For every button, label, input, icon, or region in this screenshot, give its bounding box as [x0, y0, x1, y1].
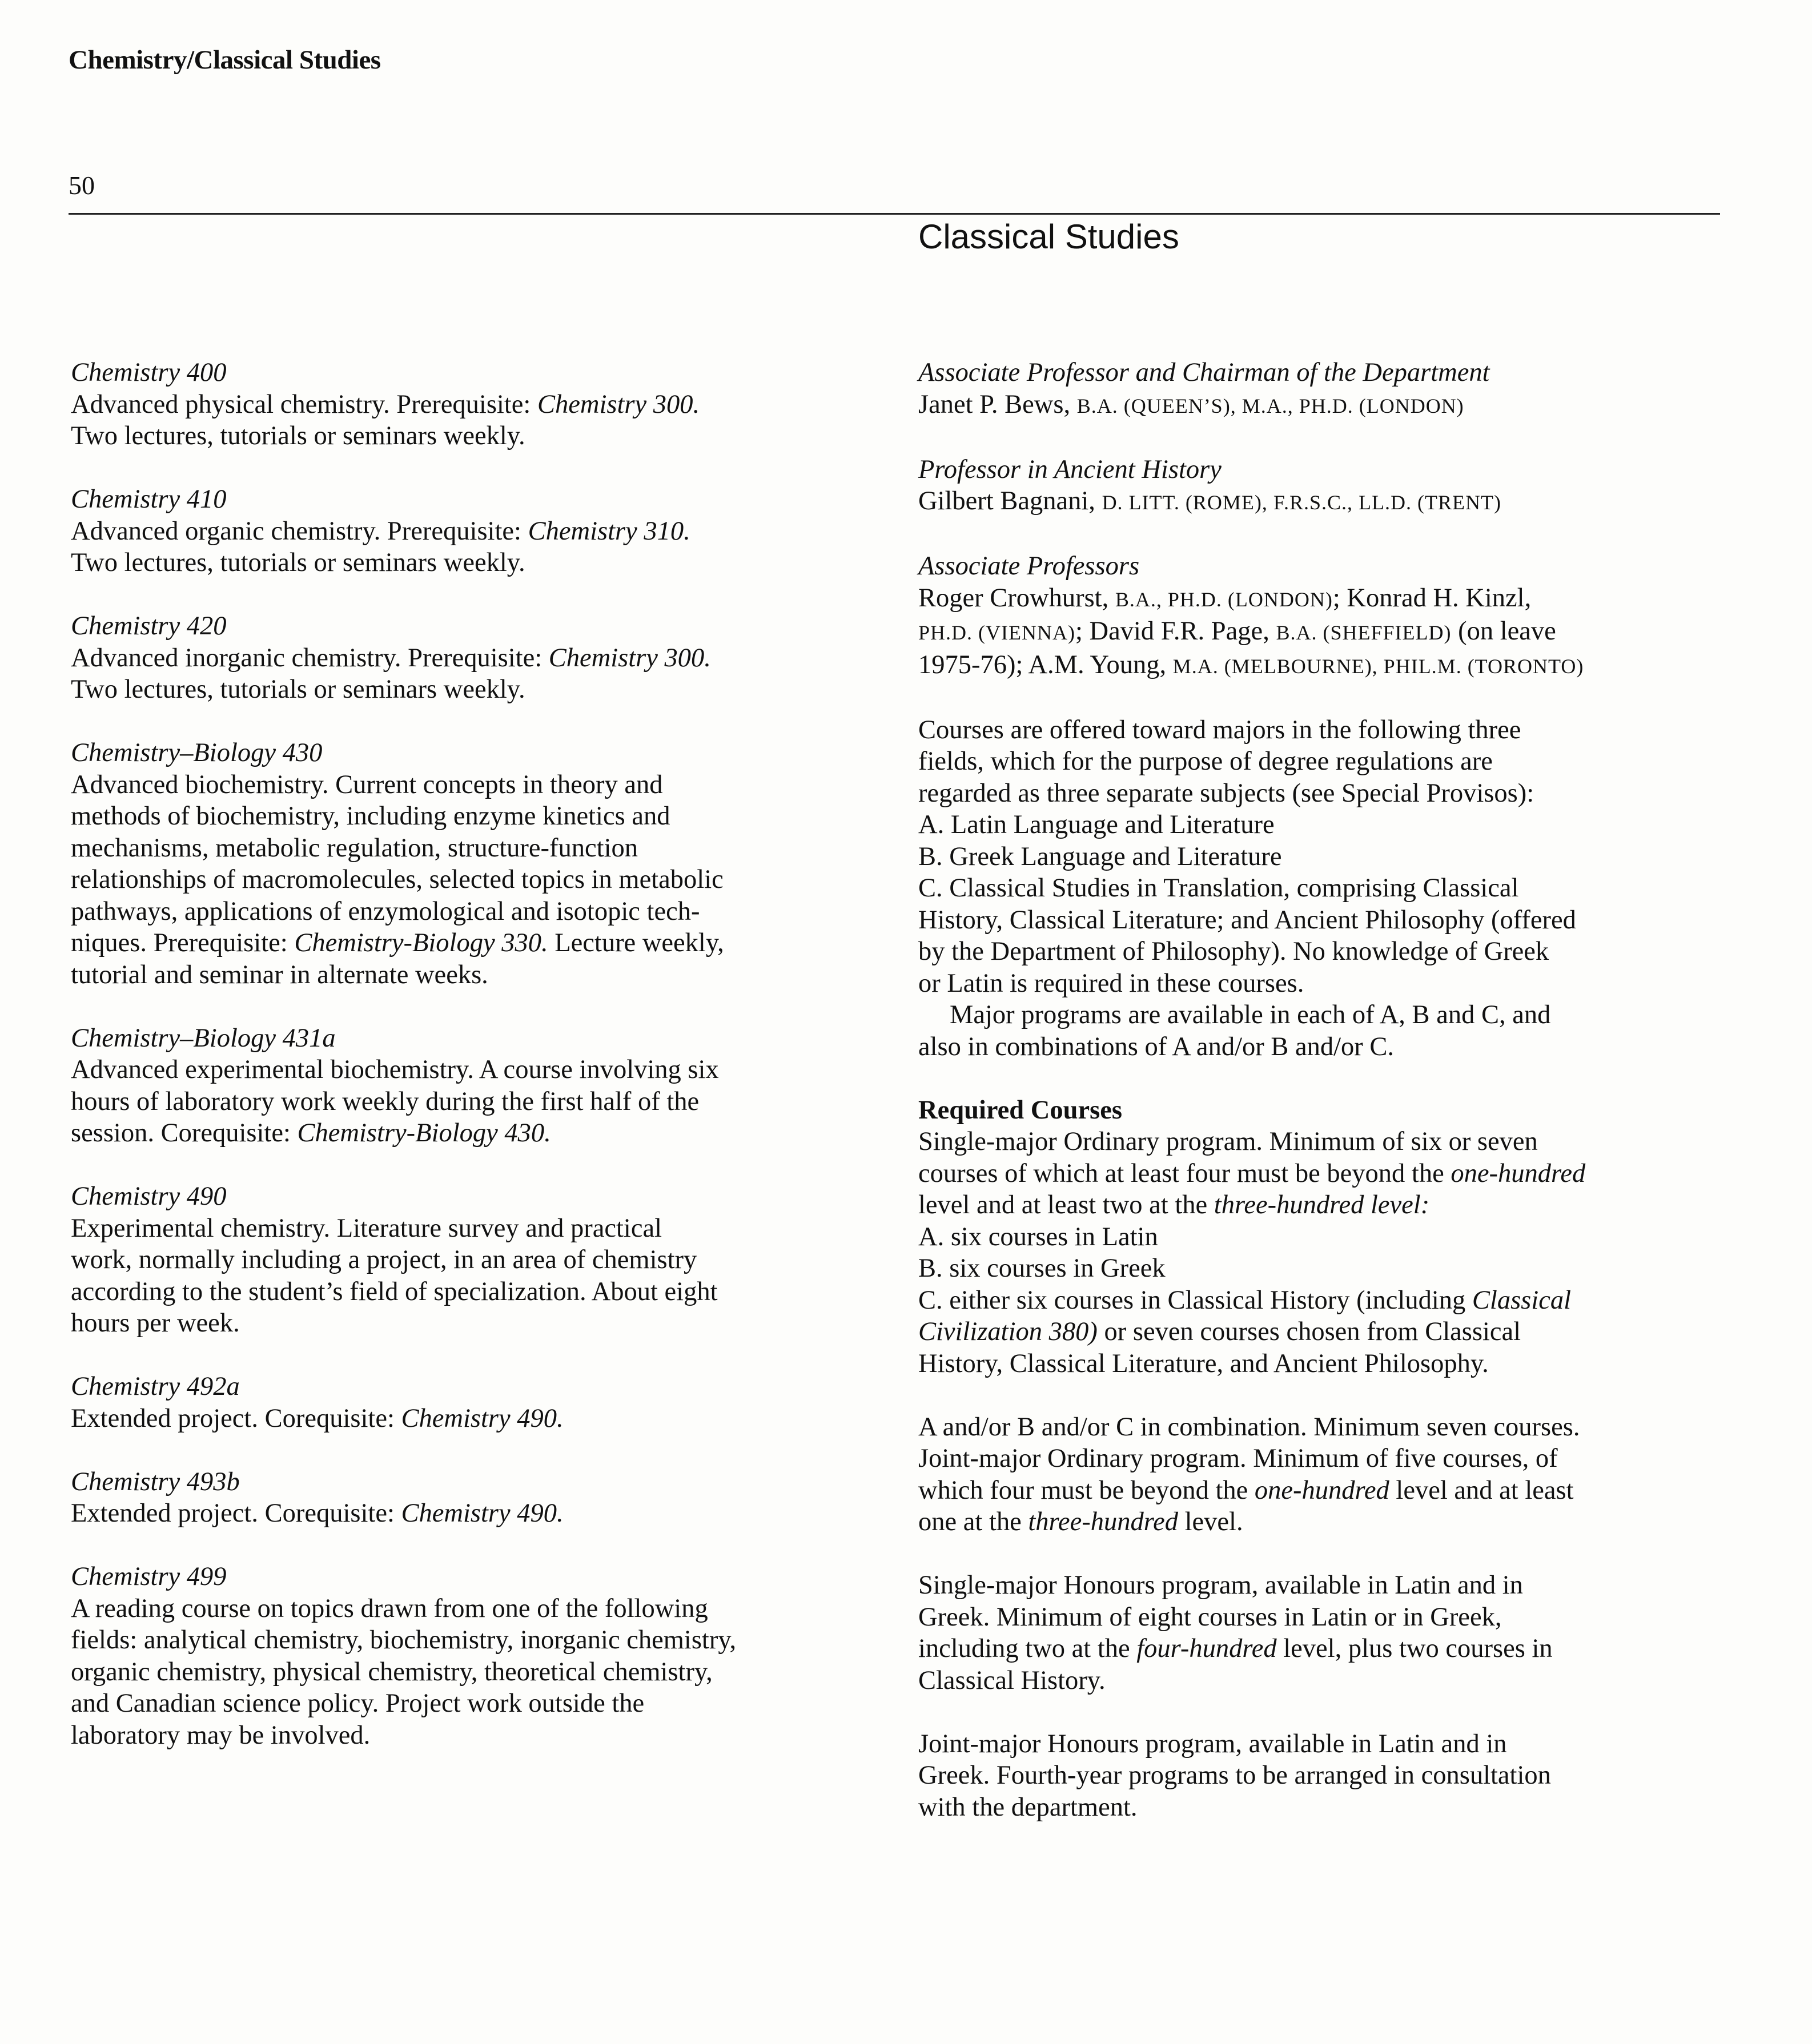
- text-run: ; Konrad H. Kinzl,: [1332, 583, 1532, 613]
- text-run: one-hundred: [1254, 1475, 1389, 1505]
- text-run: Advanced organic chemistry. Prerequisite:: [71, 516, 528, 546]
- faculty-entry: [918, 357, 1723, 422]
- text-run: fields: analytical chemistry, biochemistry, inorganic chemistry,: [71, 1625, 737, 1655]
- text-line: [71, 1276, 870, 1308]
- text-run: A and/or B and/or C in combination. Minimum seven courses.: [918, 1412, 1580, 1442]
- text-run: Chemistry 490.: [401, 1499, 564, 1528]
- page-number: 50: [69, 171, 95, 200]
- text-run: regarded as three separate subjects (see Special Provisos):: [918, 778, 1534, 808]
- text-line: [71, 1307, 870, 1339]
- text-line: [918, 389, 1723, 423]
- text-run: Joint-major Ordinary program. Minimum of five courses, of: [918, 1444, 1558, 1473]
- text-run: PH.D. (VIENNA): [918, 621, 1075, 644]
- text-line: [918, 1728, 1723, 1760]
- text-line: [71, 547, 870, 579]
- text-line: [71, 1117, 870, 1149]
- text-line: [918, 1221, 1723, 1253]
- text-line: [71, 800, 870, 832]
- text-run: Two lectures, tutorials or seminars weekly.: [71, 421, 525, 450]
- text-line: [918, 936, 1723, 968]
- course-title: Chemistry 420: [71, 611, 227, 641]
- text-line: [918, 1285, 1723, 1317]
- text-run: (on leave: [1451, 617, 1556, 646]
- text-run: hours of laboratory work weekly during the first half of the: [71, 1087, 700, 1116]
- text-line: [71, 389, 870, 421]
- text-run: Extended project. Corequisite:: [71, 1499, 401, 1528]
- text-run: Janet P. Bews,: [918, 389, 1077, 419]
- text-line: [918, 999, 1723, 1031]
- text-run: one at the: [918, 1507, 1028, 1536]
- text-line: [918, 485, 1723, 519]
- text-run: ; David F.R. Page,: [1075, 617, 1276, 646]
- course-entry: [71, 1181, 870, 1339]
- text-line: [71, 1593, 870, 1625]
- text-line: [71, 1213, 870, 1245]
- text-line: [918, 1665, 1723, 1697]
- text-run: A. Latin Language and Literature: [918, 810, 1275, 839]
- course-title: Chemistry–Biology 430: [71, 738, 323, 767]
- text-line: [71, 1498, 870, 1530]
- text-line: [918, 872, 1723, 904]
- text-run: Joint-major Honours program, available in Latin and in: [918, 1729, 1507, 1759]
- text-line: [918, 1570, 1723, 1602]
- text-line: [71, 1656, 870, 1688]
- text-run: Greek. Fourth-year programs to be arranged in consultation: [918, 1761, 1551, 1790]
- course-title: Chemistry 499: [71, 1562, 227, 1591]
- text-run: History, Classical Literature, and Ancient Philosophy.: [918, 1349, 1489, 1378]
- text-run: 1975-76); A.M. Young,: [918, 650, 1173, 679]
- text-run: tutorial and seminar in alternate weeks.: [71, 960, 488, 989]
- course-entry: [71, 1371, 870, 1434]
- text-run: B.A., PH.D. (LONDON): [1115, 588, 1333, 611]
- course-entry: [71, 1561, 870, 1751]
- text-line: [918, 649, 1723, 683]
- text-run: level and at least two at the: [918, 1190, 1214, 1220]
- text-line: [918, 714, 1723, 746]
- text-run: Classical: [1472, 1285, 1572, 1315]
- text-run: B.A. (QUEEN’S), M.A., PH.D. (LONDON): [1076, 394, 1464, 417]
- text-run: by the Department of Philosophy). No knowledge of Greek: [918, 937, 1549, 966]
- text-line: [918, 1506, 1723, 1538]
- course-entry: [71, 1466, 870, 1530]
- course-title: Chemistry 400: [71, 358, 227, 387]
- text-run: Chemistry 310.: [528, 516, 690, 546]
- text-run: Single-major Honours program, available in Latin and in: [918, 1571, 1523, 1600]
- text-run: level and at least: [1389, 1475, 1574, 1505]
- text-line: [918, 1411, 1723, 1443]
- text-run: A reading course on topics drawn from one of the following: [71, 1594, 708, 1623]
- text-line: [918, 809, 1723, 841]
- text-run: pathways, applications of enzymological and isotopic tech-: [71, 896, 700, 926]
- text-run: niques. Prerequisite:: [71, 928, 295, 957]
- text-run: Classical History.: [918, 1665, 1106, 1695]
- text-line: [918, 1443, 1723, 1475]
- text-run: Advanced experimental biochemistry. A course involving six: [71, 1055, 719, 1084]
- text-run: also in combinations of A and/or B and/or C.: [918, 1032, 1395, 1061]
- course-title: Chemistry–Biology 431a: [71, 1023, 336, 1053]
- text-line: [71, 1086, 870, 1118]
- course-entry: [71, 610, 870, 706]
- text-run: and Canadian science policy. Project work outside the: [71, 1689, 645, 1718]
- text-line: [918, 841, 1723, 873]
- text-line: [71, 1403, 870, 1435]
- program-paragraph: [918, 1411, 1723, 1538]
- classical-studies-column: [918, 357, 1723, 1823]
- text-run: B.A. (SHEFFIELD): [1276, 621, 1452, 644]
- text-line: [918, 1158, 1723, 1190]
- text-run: four-hundred: [1136, 1634, 1277, 1663]
- text-run: B. Greek Language and Literature: [918, 842, 1282, 871]
- text-run: A. six courses in Latin: [918, 1222, 1158, 1252]
- text-run: three-hundred: [1028, 1507, 1178, 1536]
- text-run: Courses are offered toward majors in the following three: [918, 715, 1521, 745]
- text-run: Two lectures, tutorials or seminars weekly.: [71, 675, 525, 704]
- text-run: or Latin is required in these courses.: [918, 968, 1304, 998]
- text-line: [71, 1054, 870, 1086]
- text-line: [918, 778, 1723, 810]
- text-run: relationships of macromolecules, selected topics in metabolic: [71, 865, 724, 894]
- text-line: [918, 1792, 1723, 1824]
- text-line: [918, 1633, 1723, 1665]
- text-line: [71, 642, 870, 674]
- text-run: D. LITT. (ROME), F.R.S.C., LL.D. (TRENT): [1102, 491, 1501, 514]
- text-line: [918, 1253, 1723, 1285]
- text-run: Extended project. Corequisite:: [71, 1403, 401, 1433]
- text-line: [71, 516, 870, 548]
- text-line: [918, 1031, 1723, 1063]
- text-line: [918, 1126, 1723, 1158]
- course-entry: [71, 484, 870, 579]
- text-run: M.A. (MELBOURNE), PHIL.M. (TORONTO): [1172, 654, 1584, 678]
- text-run: organic chemistry, physical chemistry, theoretical chemistry,: [71, 1657, 713, 1687]
- faculty-role: Associate Professor and Chairman of the Department: [918, 358, 1490, 387]
- text-run: methods of biochemistry, including enzyme kinetics and: [71, 802, 670, 831]
- section-title: Classical Studies: [918, 218, 1179, 256]
- faculty-role: Professor in Ancient History: [918, 454, 1222, 484]
- running-title: Chemistry/Classical Studies: [69, 45, 381, 75]
- text-run: Advanced inorganic chemistry. Prerequisite:: [71, 643, 549, 673]
- text-line: [71, 864, 870, 896]
- course-title: Chemistry 490: [71, 1182, 227, 1211]
- text-run: laboratory may be involved.: [71, 1720, 371, 1750]
- course-entry: [71, 357, 870, 452]
- text-run: Advanced biochemistry. Current concepts in theory and: [71, 770, 663, 799]
- text-run: C. Classical Studies in Translation, comprising Classical: [918, 874, 1519, 903]
- text-run: level.: [1178, 1507, 1243, 1536]
- text-line: [71, 1624, 870, 1656]
- program-paragraph: [918, 714, 1723, 1063]
- course-title: Chemistry 410: [71, 485, 227, 514]
- text-run: fields, which for the purpose of degree regulations are: [918, 747, 1493, 776]
- program-paragraph: [918, 1570, 1723, 1696]
- text-run: Chemistry 490.: [401, 1403, 564, 1433]
- text-line: [71, 896, 870, 928]
- text-run: including two at the: [918, 1634, 1137, 1663]
- text-line: [918, 582, 1723, 616]
- text-run: Roger Crowhurst,: [918, 583, 1115, 613]
- text-run: Chemistry 300.: [537, 389, 700, 419]
- text-run: one-hundred: [1451, 1158, 1586, 1188]
- text-line: [71, 1688, 870, 1720]
- text-run: hours per week.: [71, 1309, 240, 1338]
- text-run: Gilbert Bagnani,: [918, 486, 1102, 516]
- text-line: [71, 832, 870, 864]
- faculty-entry: [918, 550, 1723, 682]
- text-run: Lecture weekly,: [548, 928, 724, 957]
- text-line: [918, 904, 1723, 936]
- text-run: Greek. Minimum of eight courses in Latin or in Greek,: [918, 1602, 1502, 1632]
- text-run: Chemistry-Biology 430.: [297, 1118, 551, 1148]
- text-run: work, normally including a project, in an area of chemistry: [71, 1245, 697, 1274]
- faculty-entry: [918, 454, 1723, 519]
- header-rule: [69, 213, 1720, 215]
- text-run: Single-major Ordinary program. Minimum of six or seven: [918, 1127, 1538, 1156]
- course-entry: [71, 1023, 870, 1149]
- text-line: [918, 1348, 1723, 1380]
- text-run: Experimental chemistry. Literature survey and practical: [71, 1213, 662, 1243]
- course-entry: [71, 737, 870, 991]
- text-run: Two lectures, tutorials or seminars weekly.: [71, 548, 525, 577]
- text-run: or seven courses chosen from Classical: [1097, 1317, 1521, 1346]
- text-run: according to the student’s field of specialization. About eight: [71, 1277, 718, 1306]
- text-run: Major programs are available in each of A, B and C, and: [950, 1000, 1551, 1029]
- text-run: courses of which at least four must be beyond the: [918, 1158, 1451, 1188]
- text-run: History, Classical Literature; and Ancient Philosophy (offered: [918, 905, 1576, 935]
- text-run: Advanced physical chemistry. Prerequisite:: [71, 389, 537, 419]
- text-run: session. Corequisite:: [71, 1118, 298, 1148]
- text-run: C. either six courses in Classical History (including: [918, 1285, 1472, 1315]
- faculty-role: Associate Professors: [918, 552, 1140, 581]
- text-line: [71, 1244, 870, 1276]
- text-line: [918, 615, 1723, 649]
- text-run: level, plus two courses in: [1276, 1634, 1553, 1663]
- text-line: [71, 674, 870, 706]
- course-title: Chemistry 493b: [71, 1467, 240, 1496]
- text-line: [918, 1189, 1723, 1221]
- text-line: [918, 746, 1723, 778]
- chemistry-course-list: [71, 357, 870, 1751]
- text-run: Chemistry-Biology 330.: [294, 928, 548, 957]
- text-line: [918, 1602, 1723, 1633]
- required-courses-heading: Required Courses: [918, 1095, 1122, 1125]
- text-line: [71, 769, 870, 801]
- text-line: [918, 968, 1723, 1000]
- course-title: Chemistry 492a: [71, 1372, 240, 1401]
- text-run: Civilization 380): [918, 1317, 1098, 1346]
- text-line: [918, 1475, 1723, 1507]
- text-line: [71, 927, 870, 959]
- text-line: [71, 1720, 870, 1752]
- text-line: [71, 959, 870, 991]
- program-paragraph: [918, 1728, 1723, 1824]
- text-run: with the department.: [918, 1792, 1138, 1822]
- program-paragraph: [918, 1095, 1723, 1380]
- text-run: B. six courses in Greek: [918, 1254, 1166, 1283]
- text-run: which four must be beyond the: [918, 1475, 1255, 1505]
- text-run: Chemistry 300.: [548, 643, 711, 673]
- text-run: mechanisms, metabolic regulation, structure-function: [71, 833, 638, 863]
- text-line: [71, 420, 870, 452]
- text-run: three-hundred level:: [1214, 1190, 1430, 1220]
- text-line: [918, 1316, 1723, 1348]
- text-line: [918, 1760, 1723, 1792]
